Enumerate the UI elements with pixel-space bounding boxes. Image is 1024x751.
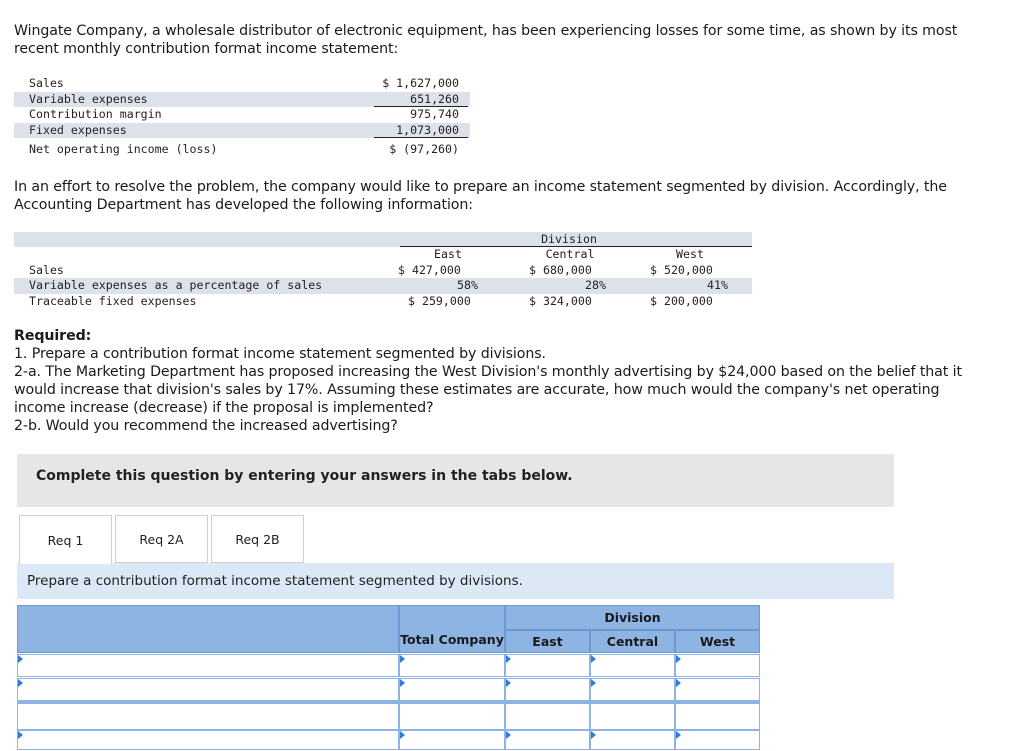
text-input[interactable] [400, 680, 504, 701]
grid-col-west: West [675, 630, 760, 653]
row-label-input[interactable] [17, 730, 399, 750]
income-statement-table [14, 76, 470, 158]
required-line-2: 2-a. The Marketing Department has proposed increasing the West Division's monthly advertising by $24,000 based on the belief that it [14, 364, 962, 380]
instruction-bar [17, 454, 894, 507]
row-label: Fixed expenses [29, 122, 127, 137]
row-label-input[interactable] [17, 703, 399, 730]
text-input[interactable] [506, 680, 589, 701]
text-input[interactable] [506, 656, 589, 677]
division-group-header: Division [541, 232, 597, 246]
required-section [14, 327, 962, 435]
required-line-5: 2-b. Would you recommend the increased advertising? [14, 418, 398, 434]
text-input[interactable] [18, 656, 398, 677]
amount-input[interactable] [590, 678, 675, 701]
text-input[interactable] [400, 704, 504, 729]
dropdown-marker-icon [18, 655, 23, 663]
table-row [14, 142, 470, 158]
grid-header-label-cell [17, 605, 399, 653]
amount-input[interactable] [675, 703, 760, 730]
text-input[interactable] [18, 704, 398, 729]
amount-input[interactable] [590, 730, 675, 750]
row-label: Sales [29, 76, 64, 90]
amount-input[interactable] [675, 730, 760, 750]
intro-line-1: Wingate Company, a wholesale distributor of electronic equipment, has been experiencing losses for some time, as shown by its most [14, 23, 958, 39]
answer-grid [17, 605, 760, 744]
amount-input[interactable] [505, 703, 590, 730]
amount-input[interactable] [505, 654, 590, 677]
text-input[interactable] [676, 656, 759, 677]
row-value: $ (97,260) [389, 142, 459, 157]
text-input[interactable] [506, 704, 589, 729]
cell-east: 58% [457, 278, 478, 293]
cell-central: $ 324,000 [529, 293, 592, 308]
text-input[interactable] [18, 733, 398, 751]
table-row [14, 294, 752, 309]
amount-input[interactable] [590, 703, 675, 730]
table-row [14, 278, 752, 293]
effort-line-1: In an effort to resolve the problem, the company would like to prepare an income statement segmented by division. Accordingly, the [14, 179, 947, 195]
required-heading: Required: [14, 328, 92, 344]
intro-line-2: recent monthly contribution format income statement: [14, 41, 399, 57]
amount-input[interactable] [399, 678, 505, 701]
text-input[interactable] [591, 704, 674, 729]
dropdown-marker-icon [400, 655, 405, 663]
grid-col-central: Central [590, 630, 675, 653]
row-label-input[interactable] [17, 654, 399, 677]
table-row [14, 76, 470, 92]
dropdown-marker-icon [676, 679, 681, 687]
table-row [14, 107, 470, 123]
dropdown-marker-icon [676, 655, 681, 663]
dropdown-marker-icon [676, 731, 681, 739]
dropdown-marker-icon [400, 731, 405, 739]
instruction-text: Complete this question by entering your answers in the tabs below. [36, 468, 573, 484]
intro-paragraph [14, 22, 957, 58]
row-label: Net operating income (loss) [29, 142, 218, 157]
division-group-header-row [14, 232, 752, 247]
dropdown-marker-icon [591, 731, 596, 739]
row-value: 975,740 [410, 107, 459, 122]
row-value: 1,073,000 [396, 122, 459, 137]
column-header-central: Central [545, 247, 595, 262]
amount-input[interactable] [675, 678, 760, 701]
row-label: Variable expenses as a percentage of sales [29, 278, 323, 293]
amount-input[interactable] [399, 654, 505, 677]
amount-input[interactable] [590, 654, 675, 677]
table-row [14, 263, 752, 278]
grid-division-header: Division [505, 605, 760, 630]
underline-divider [374, 137, 468, 138]
dropdown-marker-icon [506, 731, 511, 739]
table-row [14, 92, 470, 108]
table-row [14, 123, 470, 139]
text-input[interactable] [591, 733, 674, 751]
row-label: Variable expenses [29, 91, 148, 106]
cell-east: $ 427,000 [398, 262, 461, 277]
division-columns-row [14, 247, 752, 262]
effort-line-2: Accounting Department has developed the following information: [14, 197, 473, 213]
cell-west: $ 200,000 [650, 293, 713, 308]
dropdown-marker-icon [591, 679, 596, 687]
text-input[interactable] [676, 680, 759, 701]
tab-req-2a[interactable]: Req 2A [115, 515, 208, 563]
row-label: Contribution margin [29, 107, 162, 122]
text-input[interactable] [506, 733, 589, 751]
dropdown-marker-icon [506, 655, 511, 663]
column-header-west: West [676, 247, 704, 262]
required-line-4: income increase (decrease) if the proposal is implemented? [14, 400, 434, 416]
amount-input[interactable] [399, 703, 505, 730]
text-input[interactable] [400, 656, 504, 677]
text-input[interactable] [400, 733, 504, 751]
tab-panel-header [17, 563, 894, 599]
row-label: Traceable fixed expenses [29, 293, 197, 308]
text-input[interactable] [591, 680, 674, 701]
cell-east: $ 259,000 [408, 293, 471, 308]
row-value: $ 1,627,000 [382, 76, 459, 90]
panel-prompt: Prepare a contribution format income statement segmented by divisions. [27, 573, 523, 589]
effort-paragraph [14, 178, 947, 214]
required-line-1: 1. Prepare a contribution format income statement segmented by divisions. [14, 346, 546, 362]
text-input[interactable] [676, 704, 759, 729]
tab-req-1[interactable]: Req 1 [19, 515, 112, 564]
cell-central: 28% [585, 278, 606, 293]
cell-central: $ 680,000 [529, 262, 592, 277]
row-label-input[interactable] [17, 678, 399, 701]
dropdown-marker-icon [506, 679, 511, 687]
division-info-table [14, 232, 752, 309]
required-line-3: would increase that division's sales by 17%. Assuming these estimates are accurate, how much would the company's net operating [14, 382, 940, 398]
amount-input[interactable] [399, 730, 505, 750]
row-label: Sales [29, 262, 64, 277]
amount-input[interactable] [505, 730, 590, 750]
tab-req-2b[interactable]: Req 2B [211, 515, 304, 563]
dropdown-marker-icon [18, 731, 23, 739]
row-value: 651,260 [410, 91, 459, 106]
cell-west: 41% [707, 278, 728, 293]
text-input[interactable] [676, 733, 759, 751]
column-header-east: East [434, 247, 462, 262]
grid-col-total-company: Total Company [399, 605, 505, 653]
amount-input[interactable] [675, 654, 760, 677]
dropdown-marker-icon [400, 679, 405, 687]
grid-col-east: East [505, 630, 590, 653]
dropdown-marker-icon [18, 679, 23, 687]
amount-input[interactable] [505, 678, 590, 701]
cell-west: $ 520,000 [650, 262, 713, 277]
text-input[interactable] [18, 680, 398, 701]
text-input[interactable] [591, 656, 674, 677]
dropdown-marker-icon [591, 655, 596, 663]
